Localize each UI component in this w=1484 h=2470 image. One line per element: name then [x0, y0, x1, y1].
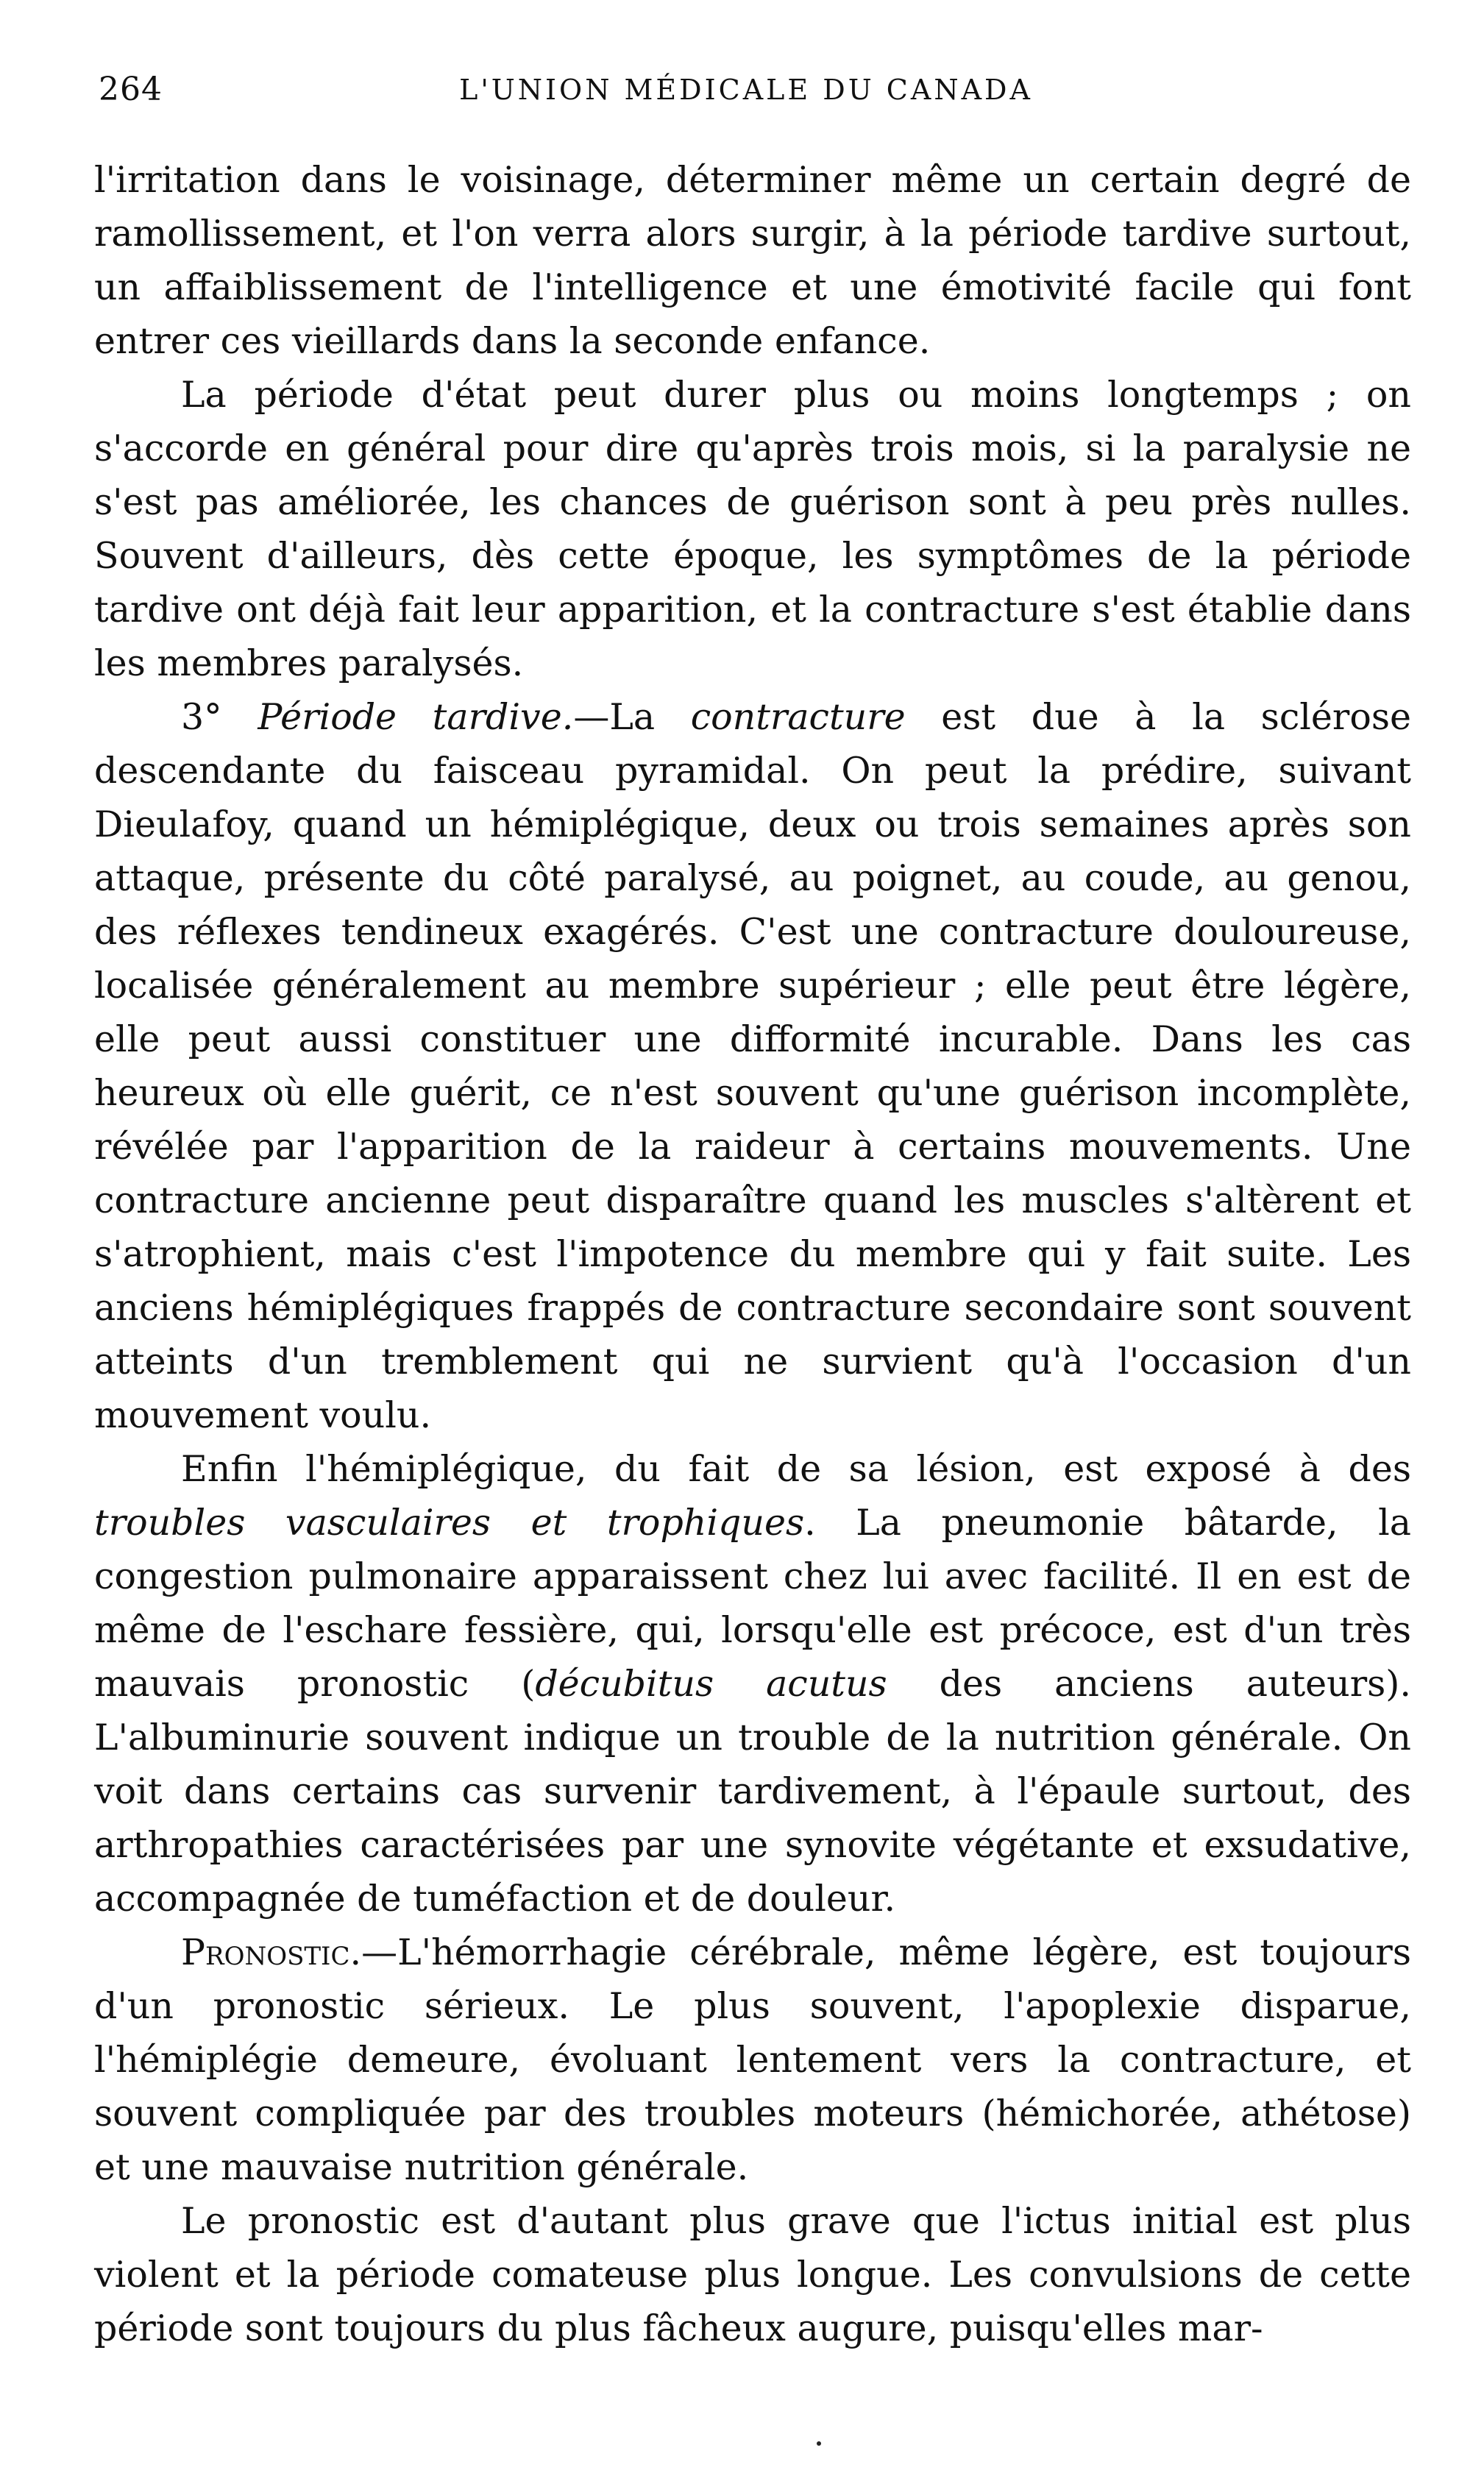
section-dash: —La — [573, 696, 691, 738]
paragraph-5 — [94, 1926, 1411, 2194]
section-heading-periode-tardive: Période tardive. — [258, 696, 574, 738]
body-text — [94, 153, 1411, 2355]
paragraph-6 — [94, 2194, 1411, 2355]
paragraph-4 — [94, 1442, 1411, 1926]
paragraph-4-tail: des anciens auteurs). L'albuminurie souvent indique un trouble de la nutrition générale. On voit dans certains cas survenir tardivement, à l'épaule surtout, des arthropathies caractérisées par une synovite végétante et exsudative, accompagnée de tuméfaction et de douleur. — [94, 1663, 1411, 1920]
section-heading-pronostic: Pronostic. — [181, 1931, 362, 1973]
paragraph-1 — [94, 153, 1411, 368]
paragraph-2-text: La période d'état peut durer plus ou moins longtemps ; on s'accorde en général pour dire qu'après trois mois, si la paralysie ne s'est pas améliorée, les chances de guérison sont à peu près nulles. Souvent d'ailleurs, dès cette époque, les symptômes de la période tardive ont déjà fait leur apparition, et la contracture s'est établie dans les membres paralysés. — [94, 374, 1411, 684]
paragraph-4-mid: . La pneumonie bâtarde, la congestion pulmonaire apparaissent chez lui avec facilité. Il en est de même de l'eschare fessière, qui, lorsqu'elle est précoce, est d'un très mauvais pronostic ( — [94, 1502, 1411, 1705]
paragraph-3 — [94, 690, 1411, 1442]
running-head: L'UNION MÉDICALE DU CANADA — [459, 74, 1033, 106]
section-number: 3° — [181, 696, 222, 738]
paragraph-1-text: l'irritation dans le voisinage, déterminer même un certain degré de ramollissement, et l'on verra alors surgir, à la période tardive surtout, un affaiblissement de l'intelligence et une émotivité facile qui font entrer ces vieillards dans la seconde enfance. — [94, 159, 1411, 362]
paragraph-6-text: Le pronostic est d'autant plus grave que l'ictus initial est plus violent et la période comateuse plus longue. Les convulsions de cette période sont toujours du plus fâcheux augure, puisqu'elles mar- — [94, 2200, 1411, 2349]
page-number: 264 — [99, 71, 163, 108]
paragraph-2 — [94, 368, 1411, 690]
paragraph-5-text: —L'hémorrhagie cérébrale, même légère, est toujours d'un pronostic sérieux. Le plus souvent, l'apoplexie disparue, l'hémiplégie demeure, évoluant lentement vers la contracture, et souvent compliquée par des troubles moteurs (hémichorée, athétose) et une mauvaise nutrition générale. — [94, 1931, 1411, 2188]
page-header — [99, 71, 1394, 122]
paragraph-4-lead: Enfin l'hémiplégique, du fait de sa lésion, est exposé à des — [181, 1448, 1411, 1490]
term-troubles-vasculaires: troubles vasculaires et trophiques — [94, 1502, 805, 1544]
paragraph-3-text: est due à la sclérose descendante du faisceau pyramidal. On peut la prédire, suivant Dieulafoy, quand un hémiplégique, deux ou trois semaines après son attaque, présente du côté paralysé, au poignet, au coude, au genou, des réflexes tendineux exagérés. C'est une contracture douloureuse, localisée généralement au membre supérieur ; elle peut être légère, elle peut aussi constituer une difformité incurable. Dans les cas heureux où elle guérit, ce n'est souvent qu'une guérison incomplète, révélée par l'apparition de la raideur à certains mouvements. Une contracture ancienne peut disparaître quand les muscles s'altèrent et s'atrophient, mais c'est l'impotence du membre qui y fait suite. Les anciens hémiplégiques frappés de contracture secondaire sont souvent atteints d'un tremblement qui ne survient qu'à l'occasion d'un mouvement voulu. — [94, 696, 1411, 1436]
print-speck — [817, 2441, 821, 2446]
term-decubitus-acutus: décubitus acutus — [535, 1663, 887, 1705]
term-contracture: contracture — [690, 696, 906, 738]
